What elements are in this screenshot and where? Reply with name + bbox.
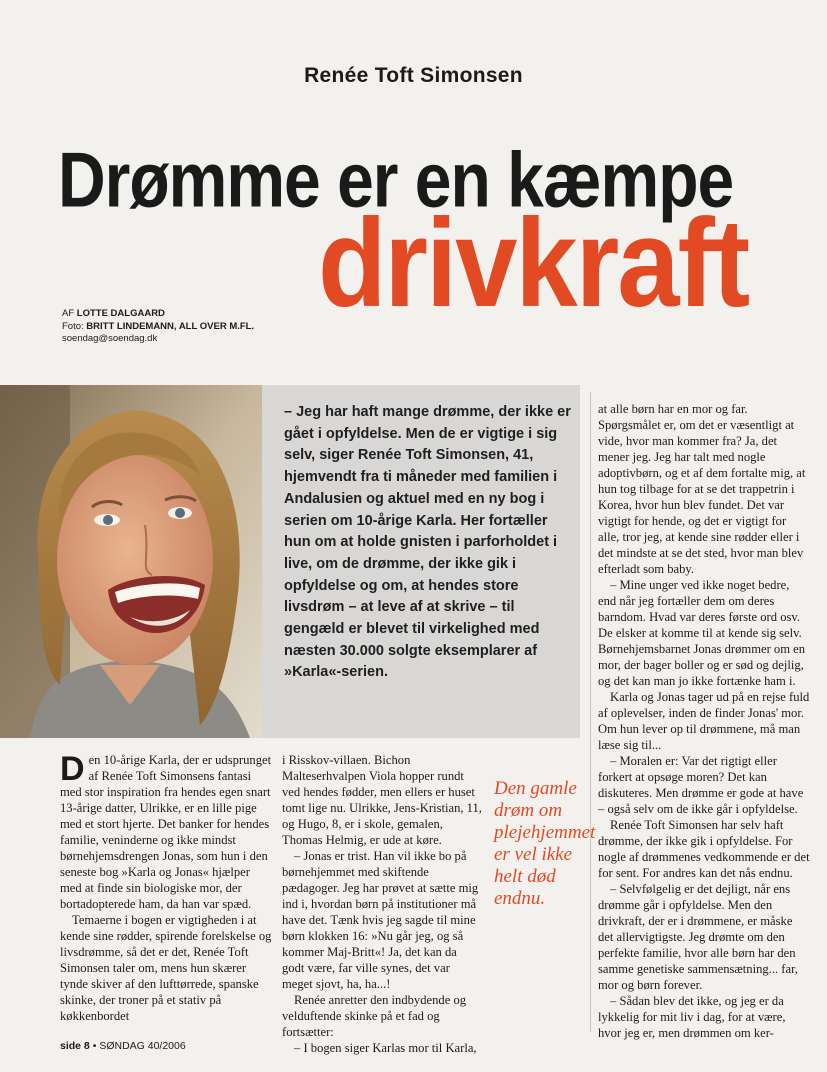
column-3 — [598, 401, 810, 1041]
paragraph: at alle børn har en mor og far. Spørgsmålet er, om det er væsentligt at vide, hvor man kommer fra? Ja, det mener jeg. Jeg har talt med nogle adoptivbørn, og et af dem fortalte mig, at hun tog tilbage for at se det trappetrin i Korea, hvor hun blev fundet. Det var vigtigt for hende, og det er vigtigt for alle, tror jeg, at kende sine rødder eller i det mindste at se det sted, hvor man blev efterladt som baby. — [598, 402, 806, 576]
paragraph: Temaerne i bogen er vigtigheden i at kende sine rødder, spirende forelskelse og livsdrømme, så det er det, Renée Toft Simonsen taler om, mens hun skærer tynde skiver af den lufttørrede, spanske skinke, der troner på et stativ på køkkenbordet — [60, 913, 272, 1023]
byline — [62, 308, 254, 346]
author-prefix: AF — [62, 308, 75, 319]
intro-text: – Jeg har haft mange drømme, der ikke er gået i opfyldelse. Men de er vigtige i sig selv, siger Renée Toft Simonsen, 41, hjemvendt fra ti måneder med familien i Andalusien og aktuel med en ny bog i serien om 10-årige Karla. Her fortæller hun om at holde gnisten i parforholdet i live, om de drømme, der ikke gik i opfyldelse og om, at hendes store livsdrøm – at leve af at skrive – til gengæld er blevet til virkelighed med næsten 30.000 solgte eksemplarer af »Karla«-serien. — [284, 404, 571, 681]
photo-credit-line — [62, 321, 254, 334]
folio-bullet: • — [92, 1040, 97, 1052]
paragraph-text: en 10-årige Karla, der er udsprunget af Renée Toft Simonsens fantasi med stor inspiration fra hendes egen snart 13-årige datter, Ulrikke, er en lille pige med et stort hjerte. Det banker for hendes familie, veninderne og ikke mindst børnehjemsdrengen Jonas, som hun i den seneste bog »Karla og Jonas« hjælper med at finde sin biologiske mor, der bortadopterede ham, da han var spæd. — [60, 753, 272, 911]
paragraph: – Jonas er trist. Han vil ikke bo på børnehjemmet med skiftende pædagoger. Jeg har prøvet at sætte mig ind i, hvordan børn på institutioner må have det. Tænk hvis jeg sagde til mine børn klokken 16: »Nu går jeg, og så kommer Maj-Britt«! Ja, det kan da godt være, far ville synes, det var meget sjovt, ha, ha...! — [282, 849, 479, 991]
photo-credit: BRITT LINDEMANN, ALL OVER M.FL. — [86, 320, 255, 332]
photo-prefix: Foto: — [62, 320, 84, 332]
portrait-photo — [0, 385, 262, 738]
paragraph: – Mine unger ved ikke noget bedre, end når jeg fortæller dem om deres barndom. Hvad var deres første ord osv. De elsker at komme til at kende sig selv. Børnehjemsbarnet Jonas drømmer om en mor, der bager boller og er sød og dejlig, og det kan man jo ikke fortænke ham i. — [598, 578, 806, 688]
pull-quote: Den gamle drøm om plejehjemmet er vel ikke helt død endnu. — [494, 778, 596, 909]
drop-cap: D — [60, 750, 85, 788]
paragraph — [60, 752, 272, 912]
headline-line-1: Drømme er en kæmpe — [58, 135, 734, 224]
paragraph: – Moralen er: Var det rigtigt eller forkert at opsøge moren? Det kan diskuteres. Men drømme er gode at have – også selv om de ikke går i opfyldelse. — [598, 754, 804, 816]
portrait-illustration — [0, 385, 262, 738]
page-number: side 8 — [60, 1040, 90, 1052]
column-divider — [590, 392, 591, 1032]
paragraph: i Risskov-villaen. Bichon Malteserhvalpen Viola hopper rundt ved hendes fødder, men ellers er huset tomt lige nu. Ulrikke, Jens-Kristian, 11, og Hugo, 8, er i skole, gemalen, Thomas Helmig, er ude at køre. — [282, 753, 482, 847]
article-kicker: Renée Toft Simonsen — [304, 64, 523, 87]
author-name: LOTTE DALGAARD — [76, 308, 165, 319]
issue-label: SØNDAG 40/2006 — [99, 1040, 186, 1052]
paragraph: – I bogen siger Karlas mor til Karla, — [294, 1041, 477, 1055]
headline-line-2: drivkraft — [318, 192, 749, 333]
paragraph: – Selvfølgelig er det dejligt, når ens drømme går i opfyldelse. Men den drivkraft, der er i drømmene, er måske det allervigtigste. Jeg drømte om den perfekte familie, hvor alle børn har den samme genetiske sammensætning... far, mor og børn forever. — [598, 882, 798, 992]
paragraph: Karla og Jonas tager ud på en rejse fuld af oplevelser, inden de finder Jonas' mor. Om hun lever op til drømmene, må man læse sig til... — [598, 690, 810, 752]
column-2 — [282, 752, 482, 1056]
email-link[interactable]: soendag@soendag.dk — [62, 333, 158, 344]
author-line — [62, 308, 254, 321]
paragraph: – Sådan blev det ikke, og jeg er da lykkelig for mit liv i dag, for at være, hvor jeg er, men drømmen om ker- — [598, 994, 786, 1040]
paragraph: Renée anretter den indbydende og velduftende skinke på et fad og fortsætter: — [282, 993, 467, 1039]
column-1 — [60, 752, 272, 1024]
page-folio — [60, 1040, 186, 1052]
paragraph: Renée Toft Simonsen har selv haft drømme, der ikke gik i opfyldelse. For nogle af drømmenes vedkommende er det for sent. For andres kan det nås endnu. — [598, 818, 810, 880]
